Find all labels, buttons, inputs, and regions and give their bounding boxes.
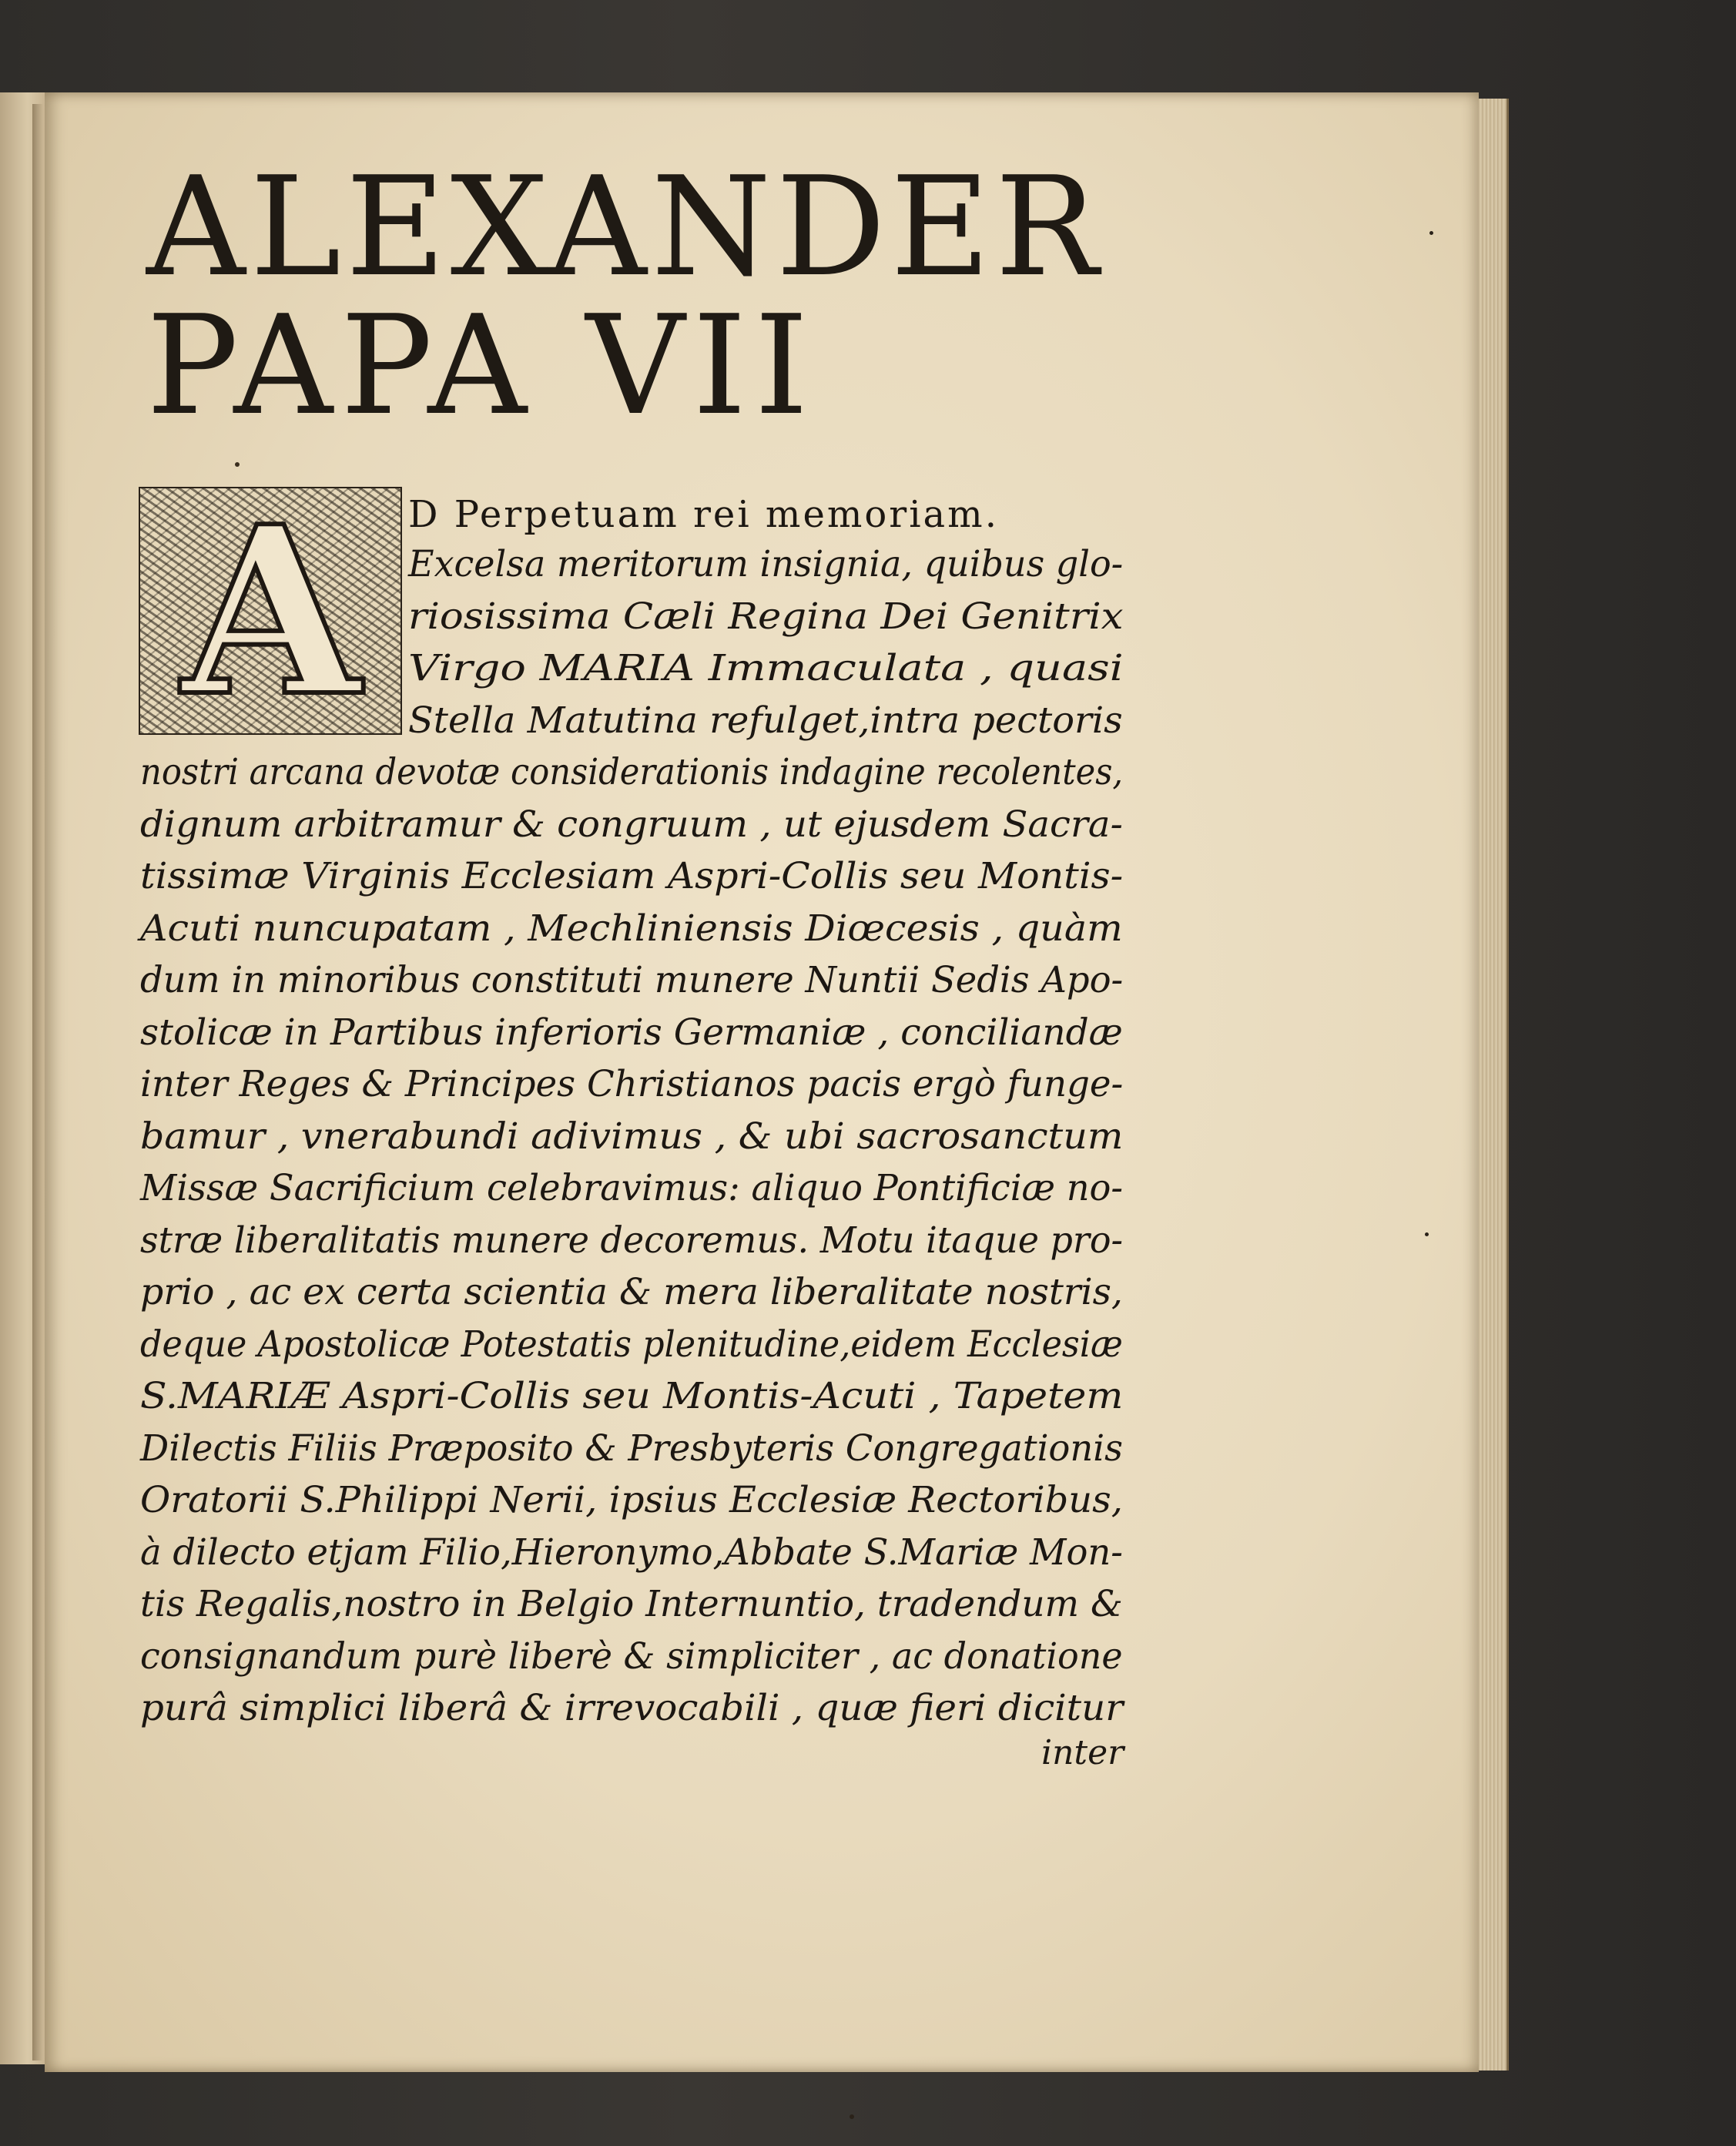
body-line: Dilectis Filiis Præposito & Presbyteris Congregationis: [140, 1427, 1123, 1470]
body-line: purâ simplici liberâ & irrevocabili , quæ fieri dicitur: [140, 1687, 1124, 1729]
body-line: tissimæ Virginis Ecclesiam Aspri-Collis seu Montis-: [140, 855, 1124, 897]
body-line: stolicæ in Partibus inferioris Germaniæ , conciliandæ: [140, 1011, 1123, 1054]
body-line: Excelsa meritorum insignia, quibus glo-: [408, 543, 1124, 585]
body-line: bamur , vnerabundi adivimus , & ubi sacrosanctum: [140, 1115, 1124, 1158]
initial-letter: A: [181, 487, 361, 735]
body-line: S.MARIÆ Aspri-Collis seu Montis-Acuti , Tapetem: [140, 1375, 1124, 1417]
body-line: nostri arcana devotæ considerationis indagine recolentes,: [140, 751, 1124, 793]
body-line: dum in minoribus constituti munere Nuntii Sedis Apo-: [140, 959, 1124, 1001]
body-line: Acuti nuncupatam , Mechliniensis Diœcesis , quàm: [140, 907, 1123, 950]
margin-mark: [1425, 1232, 1429, 1236]
catchword: inter: [1041, 1732, 1124, 1772]
body-line: inter Reges & Principes Christianos pacis ergò funge-: [140, 1063, 1124, 1105]
body-line: riosissima Cæli Regina Dei Genitrix: [408, 595, 1124, 638]
body-line: prio , ac ex certa scientia & mera liberalitate nostris,: [140, 1271, 1123, 1313]
body-line: Missæ Sacrificium celebravimus: aliquo Pontificiæ no-: [140, 1167, 1124, 1209]
ink-dot: [235, 462, 240, 467]
margin-mark: [850, 2114, 854, 2119]
body-line: dignum arbitramur & congruum , ut ejusdem Sacra-: [140, 803, 1123, 846]
body-line: à dilecto etjam Filio,Hieronymo,Abbate S.Mariæ Mon-: [140, 1531, 1123, 1574]
body-line: consignandum purè liberè & simpliciter , ac donatione: [140, 1635, 1123, 1678]
body-line: Oratorii S.Philippi Nerii, ipsius Ecclesiæ Rectoribus,: [140, 1479, 1123, 1521]
page-stack-edge: [1479, 99, 1509, 2071]
body-line: deque Apostolicæ Potestatis plenitudine,eidem Ecclesiæ: [140, 1323, 1123, 1366]
margin-mark: [1429, 231, 1433, 235]
opening-line: D Perpetuam rei memoriam.: [408, 493, 999, 536]
page-gutter: [32, 104, 43, 2060]
heading-line-2: PAPA VII: [146, 286, 816, 445]
body-line: stræ liberalitatis munere decoremus. Motu itaque pro-: [140, 1219, 1124, 1262]
body-line: tis Regalis,nostro in Belgio Internuntio, tradendum &: [140, 1583, 1123, 1625]
body-line: Stella Matutina refulget,intra pectoris: [408, 699, 1123, 742]
heading-line-1: ALEXANDER: [146, 147, 1104, 307]
decorated-initial: [139, 487, 402, 735]
body-line: Virgo MARIA Immaculata , quasi: [408, 647, 1124, 689]
